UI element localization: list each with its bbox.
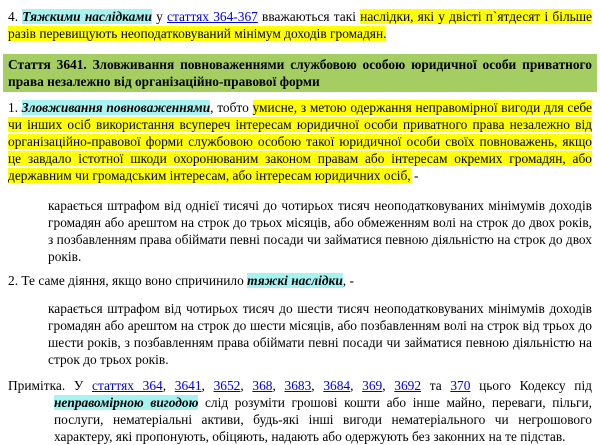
sanction-paragraph-1 bbox=[48, 197, 592, 265]
link-article-3652[interactable]: 3652 bbox=[213, 378, 241, 393]
text-run: , bbox=[201, 378, 214, 393]
yellow-highlight-text: наслідки, які у двісті п`ятдесят і більше разів перевищують неоподатковуваний мінімум доходів громадян. bbox=[8, 9, 592, 41]
sanction-text: карається штрафом від однієї тисячі до чотирьох тисяч неоподатковуваних мінімумів доходів громадян або арештом на строк до трьох місяців, або обмеженням волі на строк до двох років, з позбавленням права обіймати певні посади чи займатися певною діяльністю на строк до двох років. bbox=[48, 198, 592, 264]
sanction-text: карається штрафом від чотирьох тисяч до шести тисяч неоподатковуваних мінімумів доходів громадян або арештом на строк до шести місяців, або позбавленням волі на строк від трьох до шести років, з позбавленням права обіймати певні посади чи займатися певною діяльністю на строк до трьох років. bbox=[48, 301, 592, 367]
text-run: та bbox=[421, 378, 451, 393]
text-run: вважаються такі bbox=[257, 9, 361, 24]
text-run: , bbox=[162, 378, 175, 393]
article-3641-heading bbox=[3, 54, 597, 92]
link-article-3684[interactable]: 3684 bbox=[323, 378, 351, 393]
text-run: , - bbox=[342, 273, 354, 288]
term-highlight-tiazhki-naslidky: Тяжкими наслідками bbox=[22, 9, 152, 24]
text-run: , bbox=[240, 378, 253, 393]
text-run: слід розуміти грошові кошти або інше майно, переваги, пільги, послуги, нематеріальні активи, будь-які інші вигоди нематеріального чи негрошового характеру, які пропонують, обіцяють, надають або одержують без законних на те підстав. bbox=[54, 395, 592, 444]
term-highlight-nepravomirna-vyhoda: неправомірною вигодою bbox=[54, 395, 199, 410]
link-article-3641[interactable]: 3641 bbox=[174, 378, 202, 393]
article-title-text: Стаття 3641. Зловживання повноваженнями службовою особою юридичної особи приватного права незалежно від організаційно-правової форми bbox=[8, 57, 592, 89]
text-run: , bbox=[311, 378, 324, 393]
term-highlight-zlovzhyvannia-povnovazhenniamy: Зловживання повноваженнями bbox=[21, 100, 211, 115]
link-article-370[interactable]: 370 bbox=[450, 378, 471, 393]
link-article-368[interactable]: 368 bbox=[252, 378, 273, 393]
text-run: , bbox=[272, 378, 285, 393]
term-highlight-tiazhki-naslidky: тяжкі наслідки bbox=[247, 273, 343, 288]
text-run: Примітка. У bbox=[8, 378, 93, 393]
link-article-3692[interactable]: 3692 bbox=[394, 378, 422, 393]
text-run: , bbox=[382, 378, 395, 393]
link-article-3683[interactable]: 3683 bbox=[284, 378, 312, 393]
text-run: 1. bbox=[8, 100, 22, 115]
text-run: у bbox=[151, 9, 168, 24]
note-paragraph bbox=[8, 377, 592, 445]
yellow-highlight-text: умисне, з метою одержання неправомірної вигоди для себе чи інших осіб використання всупереч інтересам юридичної особи приватного права незалежно від організаційно-правової форми службовою особою такої юридичної особи своїх повноважень, якщо це завдало істотної шкоди охоронюваним законом правам або інтересам окремих громадян, або державним чи громадським інтересам, або інтересам юридичних осіб, bbox=[8, 100, 592, 183]
text-run: цього Кодексу під bbox=[470, 378, 592, 393]
text-run: , тобто bbox=[210, 100, 253, 115]
text-run: - bbox=[410, 168, 419, 183]
link-article-369[interactable]: 369 bbox=[362, 378, 383, 393]
text-run: 2. Те саме діяння, якщо воно спричинило bbox=[8, 273, 248, 288]
sanction-paragraph-2 bbox=[48, 300, 592, 368]
text-run: 4. bbox=[8, 9, 23, 24]
link-articles-364-367[interactable]: статтях 364-367 bbox=[167, 9, 258, 24]
text-run: , bbox=[350, 378, 363, 393]
document-page bbox=[8, 8, 592, 445]
link-article-364[interactable]: статтях 364 bbox=[92, 378, 163, 393]
paragraph-part-2 bbox=[8, 272, 592, 289]
paragraph-clause-4 bbox=[8, 8, 592, 42]
paragraph-part-1 bbox=[8, 99, 592, 184]
